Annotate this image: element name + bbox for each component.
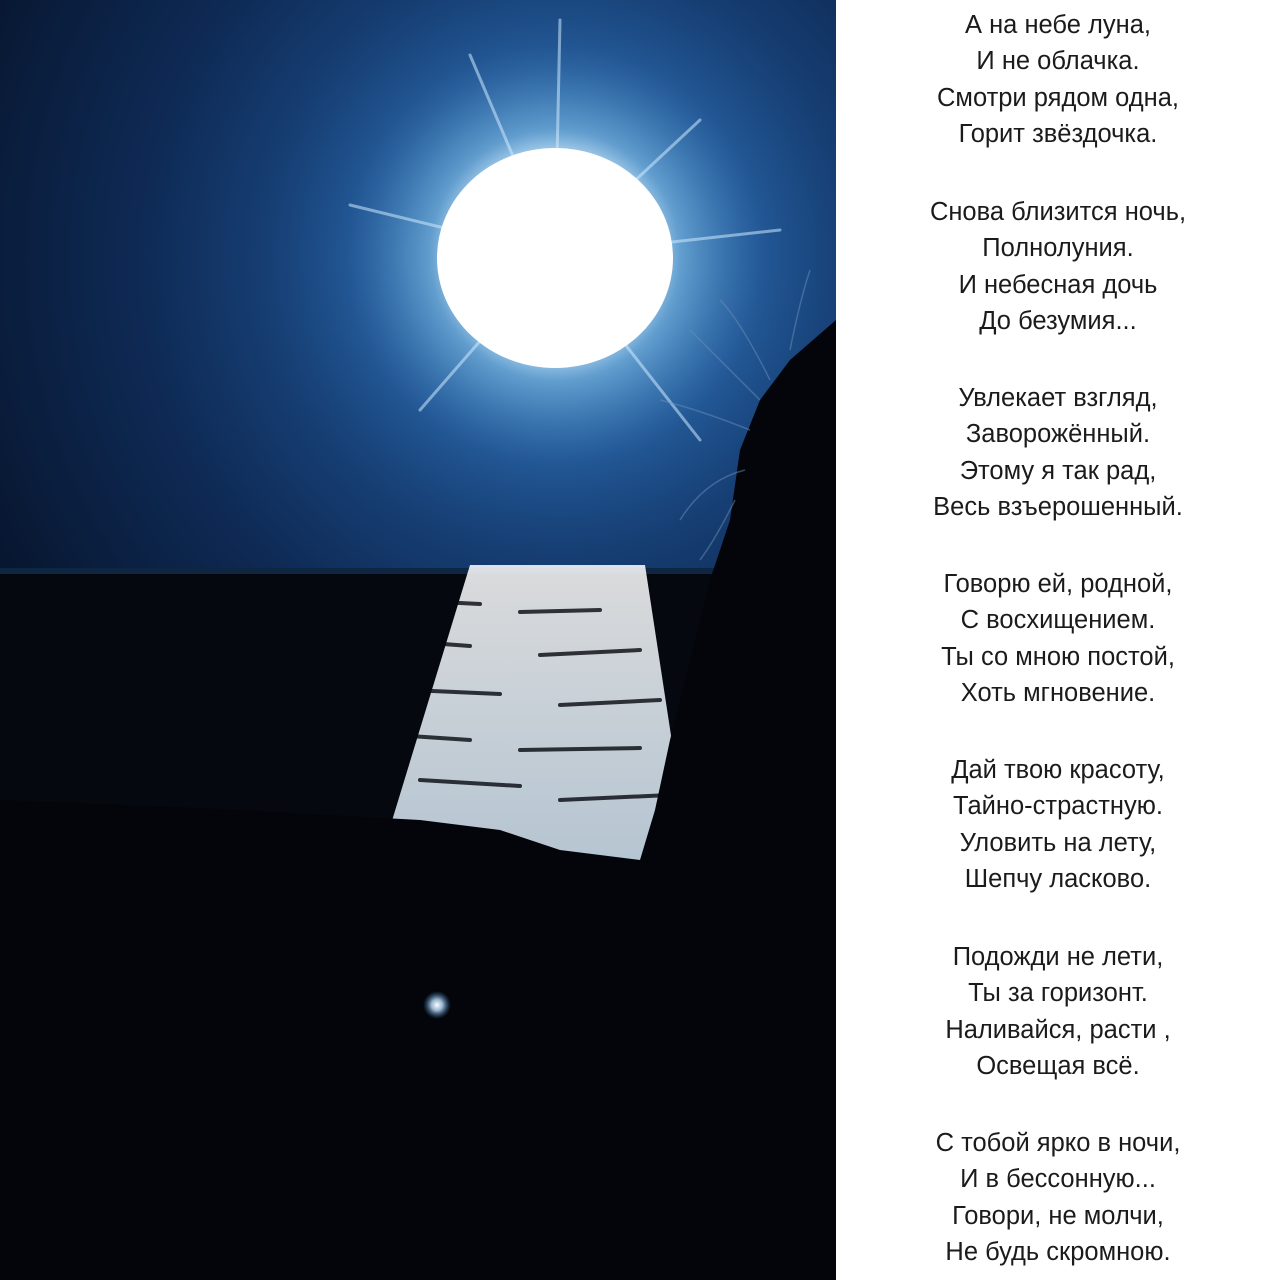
stanza-1 bbox=[836, 7, 1280, 152]
poem-line: Тайно-страстную. bbox=[953, 792, 1163, 821]
poem-line: И небесная дочь bbox=[958, 270, 1158, 299]
poem-line: Освещая всё. bbox=[976, 1051, 1140, 1080]
poem-line: С восхищением. bbox=[960, 606, 1156, 635]
poem-line: Смотри рядом одна, bbox=[937, 83, 1179, 112]
stanza-3 bbox=[836, 380, 1280, 525]
poem-line: Уловить на лету, bbox=[959, 828, 1157, 857]
poem-line: И в бессонную... bbox=[960, 1165, 1156, 1194]
poem-line: Ты со мною постой, bbox=[941, 642, 1175, 671]
poem-line: Горит звёздочка. bbox=[958, 119, 1158, 148]
stanza-6 bbox=[836, 939, 1280, 1084]
poem-line: Весь взъерошенный. bbox=[933, 492, 1183, 521]
poem-line: Шепчу ласково. bbox=[964, 864, 1152, 893]
poem-line: Дай твою красоту, bbox=[951, 756, 1165, 784]
full-moon bbox=[437, 148, 673, 368]
poem-line: Снова близится ночь, bbox=[929, 198, 1187, 226]
stanza-7 bbox=[836, 1125, 1280, 1270]
poem-line: Наливайся, расти , bbox=[945, 1015, 1171, 1044]
poem-line: Ты за горизонт. bbox=[968, 979, 1148, 1008]
poem-line: Заворожённый. bbox=[965, 420, 1151, 449]
poem-panel bbox=[836, 0, 1280, 1280]
distant-star bbox=[423, 991, 451, 1019]
poem-line: Говорю ей, родной, bbox=[943, 570, 1173, 598]
stanza-2 bbox=[836, 194, 1280, 339]
poem-line: До безумия... bbox=[979, 306, 1137, 335]
poem-line: Увлекает взгляд, bbox=[958, 384, 1158, 412]
poem-line: Не будь скромною. bbox=[945, 1237, 1171, 1266]
poem-line: Подожди не лети, bbox=[952, 943, 1164, 971]
stanza-4 bbox=[836, 566, 1280, 711]
poem-line: А на небе луна, bbox=[965, 11, 1151, 39]
stanza-5 bbox=[836, 752, 1280, 897]
poem-line: С тобой ярко в ночи, bbox=[935, 1129, 1181, 1157]
poem-line: И не облачка. bbox=[976, 47, 1140, 76]
poem-line: Говори, не молчи, bbox=[952, 1201, 1164, 1230]
poem-line: Этому я так рад, bbox=[959, 456, 1157, 485]
poem-line: Полнолуния. bbox=[982, 234, 1134, 263]
poem-line: Хоть мгновение. bbox=[960, 678, 1156, 707]
